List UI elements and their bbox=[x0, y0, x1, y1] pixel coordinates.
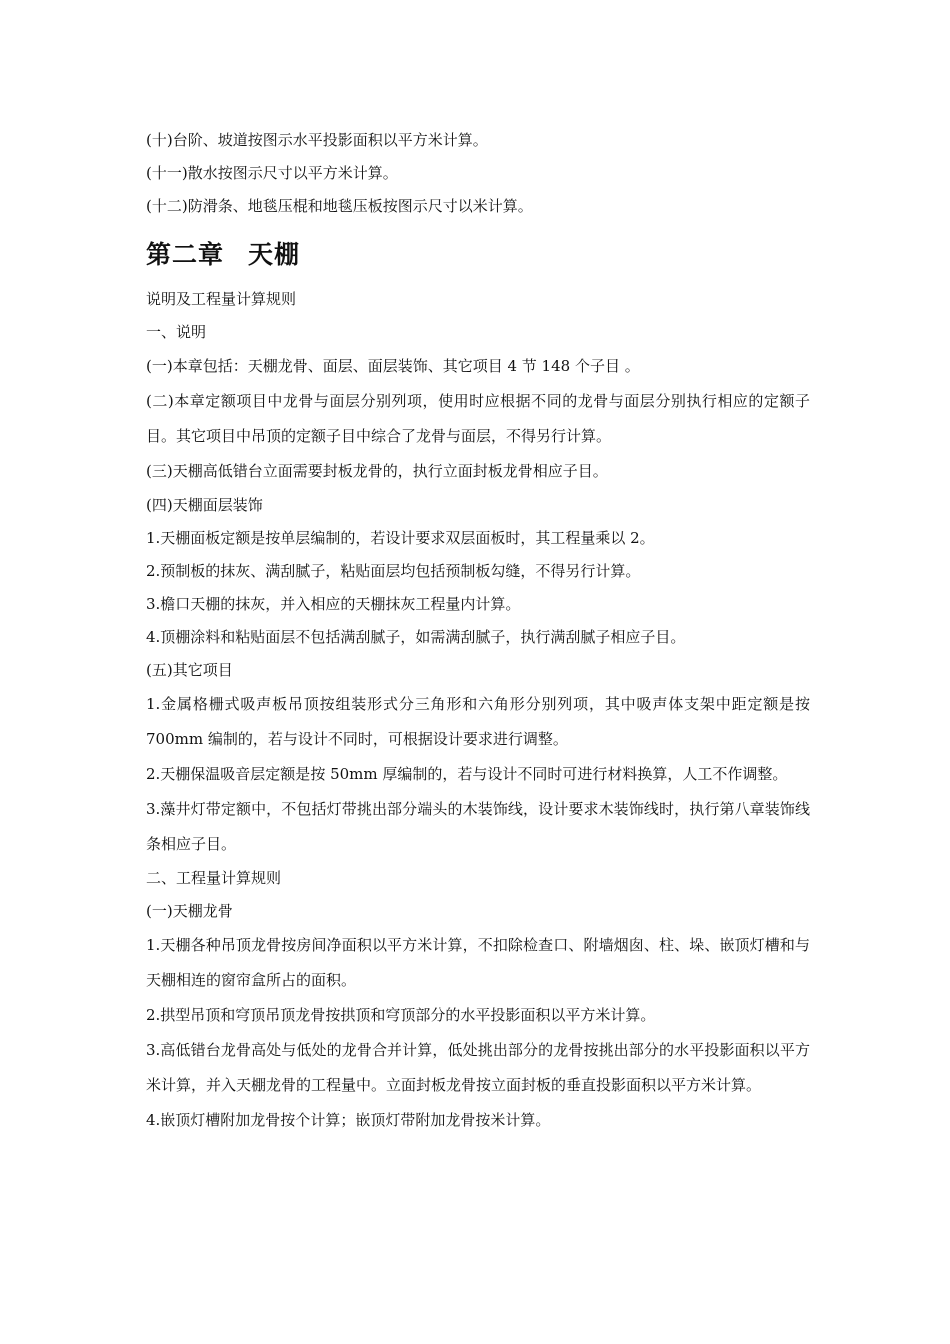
chapter-heading bbox=[146, 235, 810, 275]
chapter-number: 第二章 bbox=[146, 240, 225, 269]
section1-item-3: (三)天棚高低错台立面需要封板龙骨的，执行立面封板龙骨相应子目。 bbox=[146, 462, 608, 480]
document-page bbox=[146, 124, 810, 1138]
section1-item-5: (五)其它项目 bbox=[146, 661, 233, 679]
section1-item-2: (二)本章定额项目中龙骨与面层分别列项，使用时应根据不同的龙骨与面层分别执行相应的定额子目。其它项目中吊顶的定额子目中综合了龙骨与面层，不得另行计算。 bbox=[146, 392, 810, 445]
section1-item-4-3: 3.檐口天棚的抹灰，并入相应的天棚抹灰工程量内计算。 bbox=[146, 595, 521, 613]
section2-item-1-4: 4.嵌顶灯槽附加龙骨按个计算；嵌顶灯带附加龙骨按米计算。 bbox=[146, 1111, 551, 1129]
section1-item-1: (一)本章包括：天棚龙骨、面层、面层装饰、其它项目 4 节 148 个子目 。 bbox=[146, 357, 640, 375]
section-subtitle: 说明及工程量计算规则 bbox=[146, 290, 297, 308]
section1-heading: 一、说明 bbox=[146, 323, 207, 341]
item-eleven: (十一)散水按图示尺寸以平方米计算。 bbox=[146, 164, 398, 182]
item-twelve: (十二)防滑条、地毯压棍和地毯压板按图示尺寸以米计算。 bbox=[146, 197, 533, 215]
section1-item-5-3: 3.藻井灯带定额中，不包括灯带挑出部分端头的木装饰线，设计要求木装饰线时，执行第八章装饰线条相应子目。 bbox=[146, 800, 810, 853]
chapter-title: 天棚 bbox=[248, 240, 301, 269]
section1-item-4-4: 4.顶棚涂料和粘贴面层不包括满刮腻子，如需满刮腻子，执行满刮腻子相应子目。 bbox=[146, 628, 686, 646]
section1-item-5-2: 2.天棚保温吸音层定额是按 50mm 厚编制的，若与设计不同时可进行材料换算，人工不作调整。 bbox=[146, 765, 788, 783]
section1-item-4-1: 1.天棚面板定额是按单层编制的，若设计要求双层面板时，其工程量乘以 2。 bbox=[146, 529, 655, 547]
section1-item-4: (四)天棚面层装饰 bbox=[146, 496, 263, 514]
section1-item-4-2: 2.预制板的抹灰、满刮腻子，粘贴面层均包括预制板勾缝，不得另行计算。 bbox=[146, 562, 641, 580]
section2-item-1: (一)天棚龙骨 bbox=[146, 902, 233, 920]
section2-item-1-2: 2.拱型吊顶和穹顶吊顶龙骨按拱顶和穹顶部分的水平投影面积以平方米计算。 bbox=[146, 1006, 656, 1024]
section2-item-1-3: 3.高低错台龙骨高处与低处的龙骨合并计算，低处挑出部分的龙骨按挑出部分的水平投影面积以平方米计算，并入天棚龙骨的工程量中。立面封板龙骨按立面封板的垂直投影面积以平方米计算。 bbox=[146, 1041, 810, 1094]
section1-item-5-1: 1.金属格栅式吸声板吊顶按组装形式分三角形和六角形分别列项，其中吸声体支架中距定额是按 700mm 编制的，若与设计不同时，可根据设计要求进行调整。 bbox=[146, 695, 810, 748]
section2-item-1-1: 1.天棚各种吊顶龙骨按房间净面积以平方米计算，不扣除检查口、附墙烟囱、柱、垛、嵌顶灯槽和与天棚相连的窗帘盒所占的面积。 bbox=[146, 936, 810, 989]
section2-heading: 二、工程量计算规则 bbox=[146, 869, 282, 887]
item-ten: (十)台阶、坡道按图示水平投影面积以平方米计算。 bbox=[146, 131, 488, 149]
